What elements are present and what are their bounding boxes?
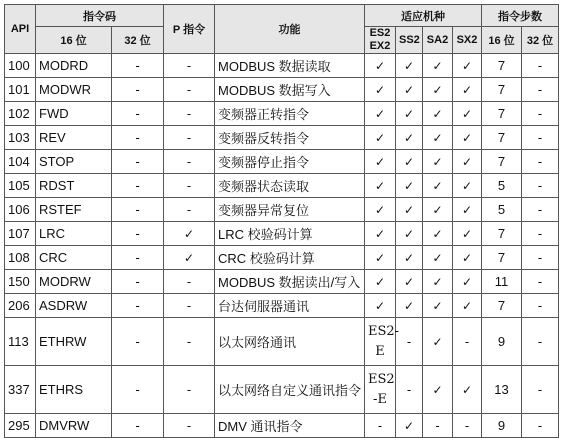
cell-ss2: ✓ <box>396 174 423 198</box>
cell-sa2: ✓ <box>423 126 453 150</box>
cell-32bit: - <box>112 246 164 270</box>
header-step32: 32 位 <box>522 27 559 54</box>
cell-code: REV <box>36 126 112 150</box>
cell-p-instruction: - <box>164 366 215 414</box>
header-es2-ex2 <box>365 27 396 54</box>
cell-api: 105 <box>5 174 36 198</box>
table-row <box>5 102 559 126</box>
cell-ss2: ✓ <box>396 414 423 438</box>
cell-function: CRC 校验码计算 <box>215 246 365 270</box>
cell-steps16: 7 <box>482 150 522 174</box>
header-function: 功能 <box>215 5 365 54</box>
cell-32bit: - <box>112 222 164 246</box>
cell-sx2: ✓ <box>453 222 482 246</box>
cell-steps32: - <box>522 414 559 438</box>
cell-steps16: 7 <box>482 294 522 318</box>
cell-sa2: ✓ <box>423 54 453 78</box>
cell-p-instruction: - <box>164 54 215 78</box>
cell-steps32: - <box>522 78 559 102</box>
cell-sx2: ✓ <box>453 54 482 78</box>
cell-p-instruction: - <box>164 294 215 318</box>
cell-function: LRC 校验码计算 <box>215 222 365 246</box>
table-row <box>5 54 559 78</box>
cell-p-instruction: - <box>164 126 215 150</box>
cell-es2: ✓ <box>365 198 396 222</box>
cell-steps32: - <box>522 246 559 270</box>
cell-code: LRC <box>36 222 112 246</box>
cell-code: ETHRW <box>36 318 112 366</box>
cell-32bit: - <box>112 54 164 78</box>
cell-code: STOP <box>36 150 112 174</box>
cell-sa2: ✓ <box>423 150 453 174</box>
cell-function: 变频器停止指令 <box>215 150 365 174</box>
cell-ss2: ✓ <box>396 198 423 222</box>
cell-code: RSTEF <box>36 198 112 222</box>
cell-32bit: - <box>112 270 164 294</box>
cell-p-instruction: - <box>164 318 215 366</box>
cell-steps32: - <box>522 54 559 78</box>
cell-steps16: 7 <box>482 102 522 126</box>
cell-es2: ✓ <box>365 102 396 126</box>
cell-es2: ✓ <box>365 222 396 246</box>
cell-sx2: ✓ <box>453 294 482 318</box>
cell-p-instruction: - <box>164 174 215 198</box>
header-steps: 指令步数 <box>482 5 559 27</box>
cell-32bit: - <box>112 78 164 102</box>
cell-sa2: ✓ <box>423 198 453 222</box>
cell-es2: - <box>365 414 396 438</box>
cell-function: 以太网络通讯 <box>215 318 365 366</box>
cell-api: 103 <box>5 126 36 150</box>
cell-steps32: - <box>522 222 559 246</box>
cell-code: RDST <box>36 174 112 198</box>
header-sx2: SX2 <box>453 27 482 54</box>
cell-sx2: ✓ <box>453 246 482 270</box>
cell-api: 108 <box>5 246 36 270</box>
cell-code: MODRW <box>36 270 112 294</box>
cell-sx2: ✓ <box>453 174 482 198</box>
cell-p-instruction: - <box>164 78 215 102</box>
cell-function: 变频器反转指令 <box>215 126 365 150</box>
cell-32bit: - <box>112 414 164 438</box>
cell-sx2: ✓ <box>453 198 482 222</box>
cell-ss2: - <box>396 366 423 414</box>
table-row <box>5 318 559 366</box>
header-sa2: SA2 <box>423 27 453 54</box>
cell-code: ETHRS <box>36 366 112 414</box>
cell-steps16: 11 <box>482 270 522 294</box>
cell-function: 变频器状态读取 <box>215 174 365 198</box>
cell-ss2: ✓ <box>396 270 423 294</box>
header-p-instruction: P 指令 <box>164 5 215 54</box>
cell-32bit: - <box>112 174 164 198</box>
table-row <box>5 222 559 246</box>
cell-ss2: ✓ <box>396 246 423 270</box>
cell-steps16: 9 <box>482 318 522 366</box>
cell-function: MODBUS 数据读出/写入 <box>215 270 365 294</box>
cell-es2: ✓ <box>365 150 396 174</box>
cell-steps32: - <box>522 318 559 366</box>
header-es2-line1: ES2 <box>369 27 391 39</box>
cell-32bit: - <box>112 318 164 366</box>
table-row <box>5 126 559 150</box>
cell-steps16: 7 <box>482 126 522 150</box>
cell-code: CRC <box>36 246 112 270</box>
cell-es2 <box>365 366 396 414</box>
table-row <box>5 414 559 438</box>
cell-steps16: 7 <box>482 222 522 246</box>
cell-sa2: ✓ <box>423 102 453 126</box>
cell-steps16: 7 <box>482 78 522 102</box>
cell-ss2: ✓ <box>396 126 423 150</box>
cell-p-instruction: - <box>164 270 215 294</box>
cell-p-instruction: - <box>164 150 215 174</box>
cell-steps16: 7 <box>482 246 522 270</box>
cell-code: MODRD <box>36 54 112 78</box>
cell-sa2: ✓ <box>423 222 453 246</box>
cell-es2-line1: ES2 <box>368 371 395 387</box>
cell-es2: ✓ <box>365 126 396 150</box>
cell-es2: ✓ <box>365 174 396 198</box>
cell-sx2: ✓ <box>453 366 482 414</box>
cell-ss2: ✓ <box>396 222 423 246</box>
cell-steps32: - <box>522 150 559 174</box>
cell-api: 107 <box>5 222 36 246</box>
table-header <box>5 5 559 54</box>
cell-p-instruction: - <box>164 198 215 222</box>
cell-es2-line2: E <box>375 343 385 359</box>
cell-steps32: - <box>522 174 559 198</box>
cell-sx2: ✓ <box>453 270 482 294</box>
table-row <box>5 246 559 270</box>
table-row <box>5 366 559 414</box>
cell-es2: ✓ <box>365 270 396 294</box>
cell-steps16: 7 <box>482 54 522 78</box>
table-row <box>5 174 559 198</box>
cell-es2 <box>365 318 400 366</box>
cell-function: MODBUS 数据读取 <box>215 54 365 78</box>
cell-32bit: - <box>112 126 164 150</box>
table-body <box>5 54 559 438</box>
cell-32bit: - <box>112 150 164 174</box>
cell-steps16: 5 <box>482 174 522 198</box>
header-instruction-code: 指令码 <box>36 5 164 27</box>
cell-function: 以太网络自定义通讯指令 <box>215 366 365 414</box>
cell-api: 150 <box>5 270 36 294</box>
cell-function: 台达伺服器通讯 <box>215 294 365 318</box>
cell-32bit: - <box>112 294 164 318</box>
cell-sa2: - <box>423 414 453 438</box>
cell-sa2: ✓ <box>423 318 453 366</box>
table-row <box>5 78 559 102</box>
cell-steps16: 13 <box>482 366 522 414</box>
cell-es2: ✓ <box>365 246 396 270</box>
header-ss2: SS2 <box>396 27 423 54</box>
cell-api: 295 <box>5 414 36 438</box>
cell-p-instruction: - <box>164 102 215 126</box>
cell-api: 101 <box>5 78 36 102</box>
cell-es2: ✓ <box>365 78 396 102</box>
instruction-table <box>4 4 559 438</box>
cell-es2: ✓ <box>365 54 396 78</box>
cell-api: 206 <box>5 294 36 318</box>
header-16bit: 16 位 <box>36 27 112 54</box>
cell-steps32: - <box>522 294 559 318</box>
cell-sx2: ✓ <box>453 126 482 150</box>
table-row <box>5 270 559 294</box>
cell-sa2: ✓ <box>423 366 453 414</box>
cell-ss2: - <box>396 318 423 366</box>
header-step16: 16 位 <box>482 27 522 54</box>
cell-api: 106 <box>5 198 36 222</box>
cell-code: FWD <box>36 102 112 126</box>
cell-api: 102 <box>5 102 36 126</box>
cell-steps32: - <box>522 126 559 150</box>
header-api: API <box>5 5 36 54</box>
cell-p-instruction: ✓ <box>164 222 215 246</box>
cell-32bit: - <box>112 102 164 126</box>
cell-sx2: - <box>453 318 482 366</box>
cell-code: ASDRW <box>36 294 112 318</box>
cell-sa2: ✓ <box>423 78 453 102</box>
cell-steps32: - <box>522 198 559 222</box>
cell-sx2: ✓ <box>453 78 482 102</box>
cell-32bit: - <box>112 366 164 414</box>
header-es2-line2: EX2 <box>369 40 391 52</box>
cell-sx2: - <box>453 414 482 438</box>
cell-32bit: - <box>112 198 164 222</box>
cell-ss2: ✓ <box>396 54 423 78</box>
cell-function: 变频器异常复位 <box>215 198 365 222</box>
cell-code: MODWR <box>36 78 112 102</box>
table-row <box>5 198 559 222</box>
cell-api: 337 <box>5 366 36 414</box>
cell-code: DMVRW <box>36 414 112 438</box>
cell-function: DMV 通讯指令 <box>215 414 365 438</box>
table-row <box>5 150 559 174</box>
cell-api: 113 <box>5 318 36 366</box>
cell-sx2: ✓ <box>453 102 482 126</box>
cell-es2-line2: -E <box>373 391 387 407</box>
cell-ss2: ✓ <box>396 102 423 126</box>
cell-sa2: ✓ <box>423 270 453 294</box>
cell-p-instruction: ✓ <box>164 246 215 270</box>
cell-sa2: ✓ <box>423 174 453 198</box>
header-models: 适应机种 <box>365 5 482 27</box>
cell-es2: ✓ <box>365 294 396 318</box>
cell-function: 变频器正转指令 <box>215 102 365 126</box>
cell-ss2: ✓ <box>396 294 423 318</box>
cell-api: 100 <box>5 54 36 78</box>
cell-function: MODBUS 数据写入 <box>215 78 365 102</box>
cell-steps32: - <box>522 270 559 294</box>
cell-steps32: - <box>522 366 559 414</box>
cell-ss2: ✓ <box>396 150 423 174</box>
table-row <box>5 294 559 318</box>
cell-sa2: ✓ <box>423 246 453 270</box>
cell-es2-line1: ES2- <box>368 323 400 339</box>
cell-sa2: ✓ <box>423 294 453 318</box>
cell-sx2: ✓ <box>453 150 482 174</box>
cell-api: 104 <box>5 150 36 174</box>
cell-ss2: ✓ <box>396 78 423 102</box>
cell-steps16: 9 <box>482 414 522 438</box>
header-32bit: 32 位 <box>112 27 164 54</box>
cell-steps16: 5 <box>482 198 522 222</box>
cell-p-instruction: - <box>164 414 215 438</box>
cell-steps32: - <box>522 102 559 126</box>
